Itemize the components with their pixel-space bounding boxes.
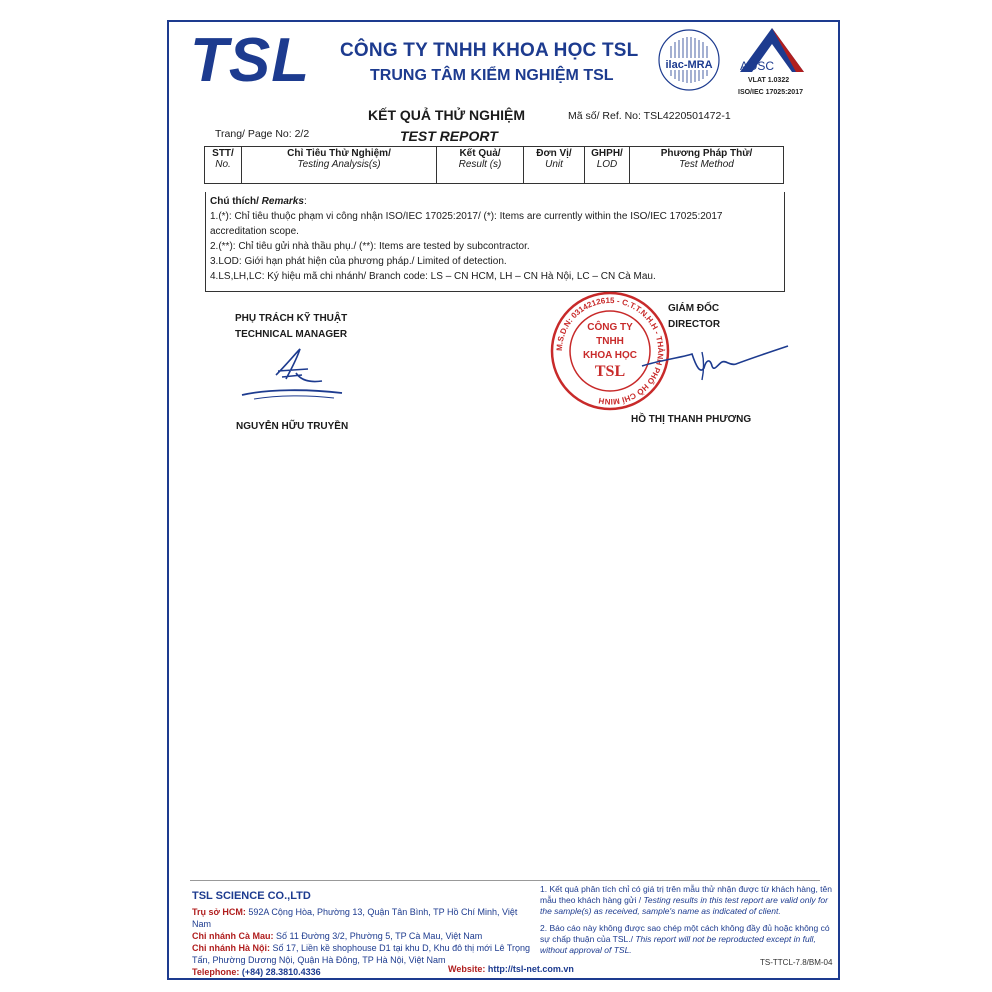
footer-note-1: 1. Kết quả phân tích chỉ có giá trị trên mẫu thử nhận được từ khách hàng, tên mẫu theo khách hàng gửi / Testing results in this test report are valid only for the sample(s) as received, sample's name as indicated of client. [540,884,832,916]
col-no: STT/ No. [205,147,242,184]
footer-hcm: Trụ sở HCM: 592A Cộng Hòa, Phường 13, Quận Tân Bình, TP Hồ Chí Minh, Việt Nam [192,907,518,929]
col-testing-analysis: Chỉ Tiêu Thử Nghiệm/ Testing Analysis(s) [242,147,437,184]
company-name: CÔNG TY TNHH KHOA HỌC TSL [340,40,639,61]
remark-item: 3.LOD: Giới hạn phát hiện của phương pháp./ Limited of detection. [210,256,507,267]
svg-text:CÔNG TY: CÔNG TY [587,322,633,333]
aosc-text: AOSC [740,59,775,73]
aosc-iso: ISO/IEC 17025:2017 [738,89,803,96]
col-test-method: Phương Pháp Thử/ Test Method [630,147,784,184]
footer-hanoi: Chi nhánh Hà Nội: Số 17, Liền kề shophouse D1 tại khu D, Khu đô thị mới Lê Trọng Tấn, Phường Dương Nội, Quận Hà Đông, TP Hà Nội, Việt Nam [192,943,531,965]
col-unit: Đơn Vị/ Unit [524,147,585,184]
svg-text:TSL: TSL [594,363,626,380]
technical-manager-name: NGUYỄN HỮU TRUYỀN [236,421,349,432]
aosc-logo [732,24,812,100]
footer-phone: Telephone: (+84) 28.3810.4336 [192,967,321,977]
ilac-mra-logo [657,28,721,92]
footer-note-2: 2. Báo cáo này không được sao chép một cách không đầy đủ hoặc không có sự chấp thuận của TSL./ This report will not be reproducted except in full, without approval of TSL. [540,923,830,955]
tsl-logo: TSL [190,26,311,95]
footer-divider [190,880,820,881]
report-title-en: TEST REPORT [400,128,498,144]
results-table-header [204,146,784,184]
director-title: GIÁM ĐỐC DIRECTOR [668,303,721,330]
center-name: TRUNG TÂM KIỂM NGHIỆM TSL [370,67,614,84]
remarks-heading: Chú thích/ Remarks: [210,196,307,207]
stamp-ring-text: M.S.D.N: 0314212615 - C.T.T.N.H.H - THÀNH PHỐ HỒ CHÍ MINH [554,295,666,407]
technical-manager-title: PHỤ TRÁCH KỸ THUẬT TECHNICAL MANAGER [235,313,348,340]
page-number: Trang/ Page No: 2/2 [215,128,310,140]
footer-website[interactable]: Website: http://tsl-net.com.vn [448,964,574,974]
remarks-box [205,192,785,292]
form-code: TS-TTCL-7.8/BM-04 [760,958,833,967]
remark-item: 1.(*): Chỉ tiêu thuộc phạm vi công nhận ISO/IEC 17025:2017/ (*): Items are currently within the ISO/IEC 17025:2017 accreditation scope. [210,211,723,237]
aosc-vlat: VLAT 1.0322 [748,77,790,84]
svg-text:KHOA HỌC: KHOA HỌC [582,350,638,361]
remark-item: 2.(**): Chỉ tiêu gửi nhà thầu phụ./ (**): Items are tested by subcontractor. [210,241,530,252]
svg-text:TNHH: TNHH [596,336,624,347]
table-header-row [205,147,784,184]
footer-camau: Chi nhánh Cà Mau: Số 11 Đường 3/2, Phường 5, TP Cà Mau, Việt Nam [192,931,483,941]
footer-notes [540,884,840,956]
ref-number: Mã số/ Ref. No: TSL4220501472-1 [568,110,731,122]
footer-company-name: TSL SCIENCE CO.,LTD [192,890,311,902]
remark-item: 4.LS,LH,LC: Ký hiệu mã chi nhánh/ Branch code: LS – CN HCM, LH – CN Hà Nội, LC – CN Cà Mau. [210,271,656,282]
col-lod: GHPH/ LOD [585,147,630,184]
col-result: Kết Quả/ Result (s) [437,147,524,184]
technical-manager-signature [238,345,348,405]
report-title-vi: KẾT QUẢ THỬ NGHIỆM [368,107,526,123]
ilac-mra-text: ilac-MRA [665,59,713,71]
director-name: HỒ THỊ THANH PHƯƠNG [631,414,752,425]
director-signature [640,338,790,388]
